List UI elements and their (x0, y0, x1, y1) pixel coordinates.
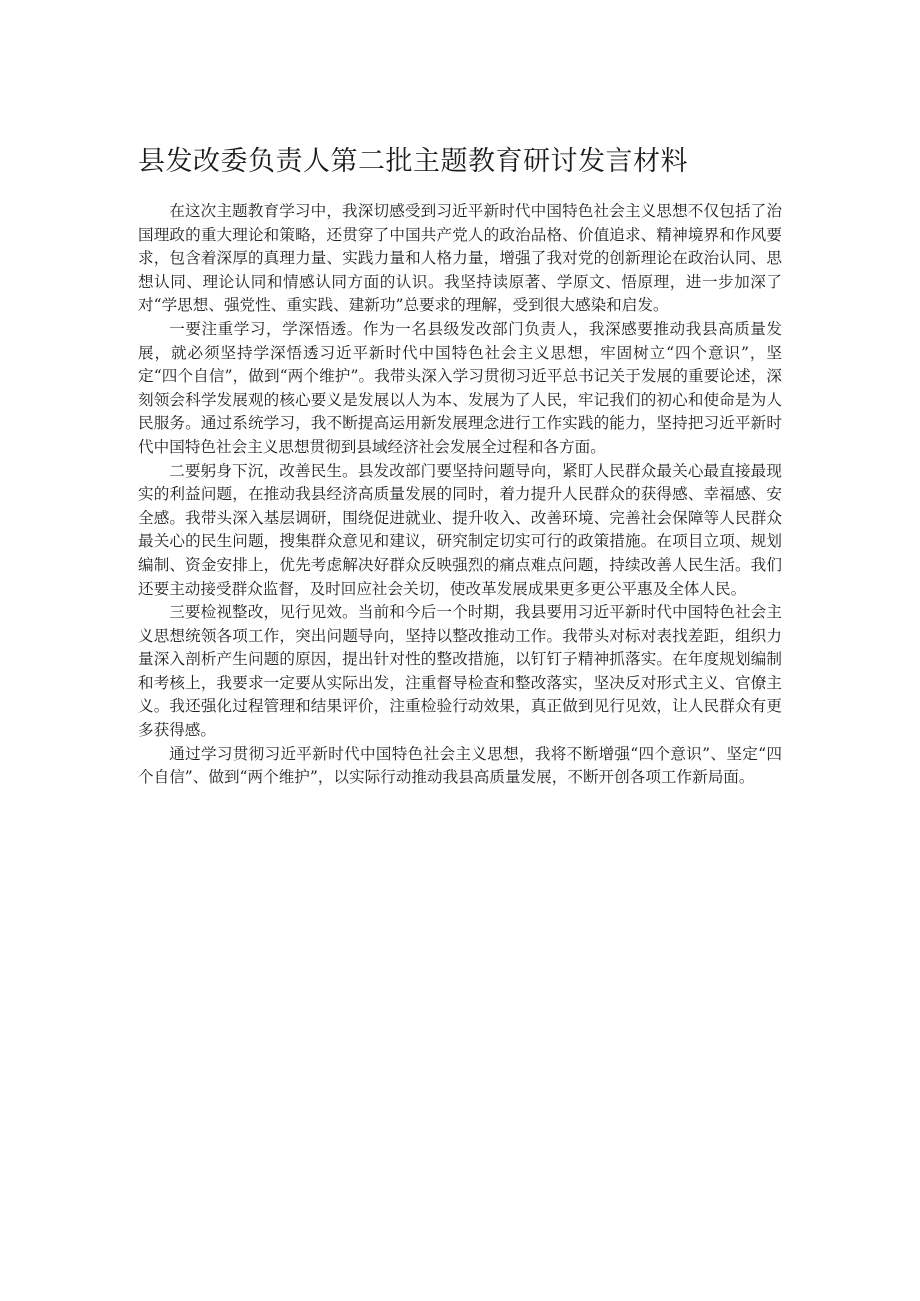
document-body (138, 143, 782, 790)
paragraph-point-three: 三要检视整改，见行见效。当前和今后一个时期，我县要用习近平新时代中国特色社会主义思想统领各项工作，突出问题导向，坚持以整改推动工作。我带头对标对表找差距，组织力量深入剖析产生问题的原因，提出针对性的整改措施，以钉钉子精神抓落实。在年度规划编制和考核上，我要求一定要从实际出发，注重督导检查和整改落实，坚决反对形式主义、官僚主义。我还强化过程管理和结果评价，注重检验行动效果，真正做到见行见效，让人民群众有更多获得感。 (138, 603, 782, 740)
paragraph-conclusion: 通过学习贯彻习近平新时代中国特色社会主义思想，我将不断增强“四个意识”、坚定“四个自信”、做到“两个维护”，以实际行动推动我县高质量发展，不断开创各项工作新局面。 (138, 744, 782, 787)
paragraph-point-one: 一要注重学习，学深悟透。作为一名县级发改部门负责人，我深感要推动我县高质量发展，就必须坚持学深悟透习近平新时代中国特色社会主义思想，牢固树立“四个意识”，坚定“四个自信”，做到“两个维护”。我带头深入学习贯彻习近平总书记关于发展的重要论述，深刻领会科学发展观的核心要义是发展以人为本、发展为了人民，牢记我们的初心和使命是为人民服务。通过系统学习，我不断提高运用新发展理念进行工作实践的能力，坚持把习近平新时代中国特色社会主义思想贯彻到县域经济社会发展全过程和各方面。 (138, 319, 782, 456)
paragraph-intro: 在这次主题教育学习中，我深切感受到习近平新时代中国特色社会主义思想不仅包括了治国理政的重大理论和策略，还贯穿了中国共产党人的政治品格、价值追求、精神境界和作风要求，包含着深厚的真理力量、实践力量和人格力量，增强了我对党的创新理论在政治认同、思想认同、理论认同和情感认同方面的认识。我坚持读原著、学原文、悟原理，进一步加深了对“学思想、强党性、重实践、建新功”总要求的理解，受到很大感染和启发。 (138, 202, 782, 315)
paragraph-point-two: 二要躬身下沉，改善民生。县发改部门要坚持问题导向，紧盯人民群众最关心最直接最现实的利益问题，在推动我县经济高质量发展的同时，着力提升人民群众的获得感、幸福感、安全感。我带头深入基层调研，围绕促进就业、提升收入、改善环境、完善社会保障等人民群众最关心的民生问题，搜集群众意见和建议，研究制定切实可行的政策措施。在项目立项、规划编制、资金安排上，优先考虑解决好群众反映强烈的痛点难点问题，持续改善人民生活。我们还要主动接受群众监督，及时回应社会关切，使改革发展成果更多更公平惠及全体人民。 (138, 461, 782, 598)
document-title: 县发改委负责人第二批主题教育研讨发言材料 (138, 146, 688, 177)
